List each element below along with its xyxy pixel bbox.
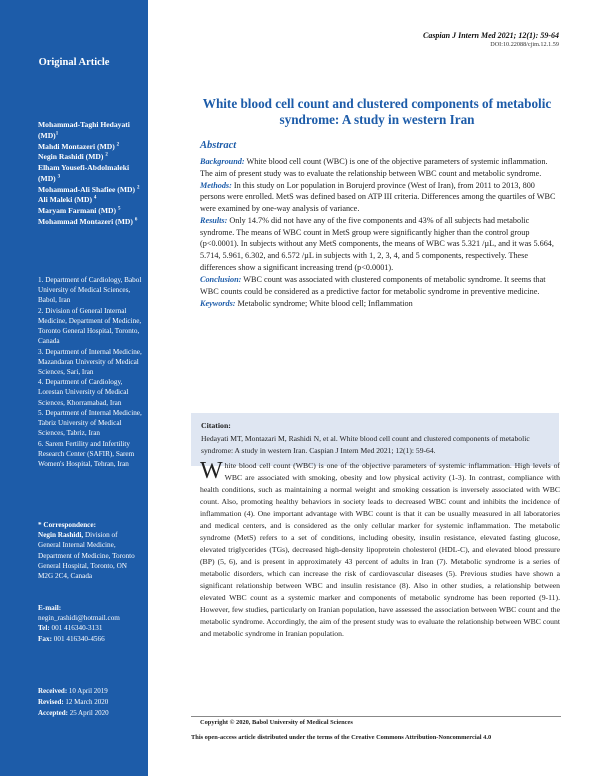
tel-value: 001 416340-3131	[51, 624, 103, 633]
affiliation-item: 5. Department of Internal Medicine, Tabriz University of Medical Sciences, Tabriz, Iran	[38, 408, 142, 438]
abstract-keywords	[200, 298, 560, 310]
journal-header	[423, 31, 559, 48]
author-item: Mohammad Montazeri (MD) $^6$	[38, 217, 138, 227]
article-type: Original Article	[38, 57, 110, 68]
article-dates	[0, 686, 148, 719]
author-item: Mohammad-Taghi Hedayati (MD)$^1$	[38, 120, 130, 140]
author-item: Negin Rashidi (MD) $^2$	[38, 152, 108, 162]
fax-value: 001 416340-4566	[53, 634, 105, 643]
affiliation-list	[0, 275, 148, 469]
section-label: Methods:	[200, 180, 232, 190]
contact-info	[0, 603, 148, 644]
revised-label: Revised:	[38, 697, 64, 706]
abstract-background	[200, 156, 560, 179]
article-title: White blood cell count and clustered components of metabolic syndrome: A study in western Iran	[202, 96, 552, 127]
section-label: Keywords:	[200, 298, 236, 308]
revised-date: 12 March 2020	[65, 697, 109, 706]
affiliation-item: 3. Department of Internal Medicine, Mazandaran University of Medical Sciences, Sari, Iran	[38, 347, 142, 376]
citation-box	[191, 413, 559, 466]
section-text: In this study on Lor population in Borujerd province (West of Iran), from 2011 to 2013, 800 persons were enrolled. MetS was defined based on ATP III criteria. Differences among the quartiles of WBC were examined by one-way analysis of variance.	[200, 180, 556, 214]
author-list	[0, 120, 148, 228]
email-link[interactable]: negin_rashidi@hotmail.com	[38, 614, 120, 623]
license-notice: This open-access article distributed under the terms of the Creative Commons Attribution-Noncommercial 4.0	[191, 734, 492, 741]
section-text: White blood cell count (WBC) is one of the objective parameters of systemic inflammation. The aim of present study was to evaluate the relationship between WBC count and metabolic syndrome.	[200, 157, 548, 178]
body-paragraph: hite blood cell count (WBC) is one of the objective parameters of systemic inflammation. High levels of WBC are associated with smoking, obesity and low physical activity (1-3). In contrast, compliance with health conditions, such as maintaining a normal weight and smoking cessation is inversely associated with WBC count. Also, promoting healthy behaviors in society leads to decreased WBC count and inhibits the incidence of inflammation (4). One important advantage with WBC count is that it can be usually measured in all laboratories and medical centers, and is considered as the only cellular marker for systemic inflammation. The metabolic syndrome (MetS) refers to a set of conditions, including obesity, insulin resistance, elevated fasting glucose, elevated triglycerides (TGs), decreased high-density lipoprotein cholesterol (HDL-C), and elevated blood pressure (BP) (5, 6), and is present in approximately 43 percent of adults in Iran (7). Metabolic syndrome is a series of metabolic disorders, which can increase the risk of cardiovascular diseases (5). Previous studies have shown a significant relationship between WBC and insulin resistance (8). Also in other studies, a relationship between elevated WBC count as a systemic marker and components of metabolic syndrome has been reported (9-11). However, few studies, particularly on Iranian population, have assessed the association between WBC count and the metabolic syndrome. Accordingly, the aim of the present study was to evaluate the relationship between WBC count and metabolic syndrome in Iranian population.	[200, 461, 560, 639]
section-label: Results:	[200, 216, 228, 226]
body-introduction	[200, 460, 560, 640]
journal-name: Caspian J Intern Med 2021; 12(1): 59-64	[422, 31, 559, 40]
abstract-conclusion	[200, 274, 560, 297]
author-item: Ali Maleki (MD) $^4$	[38, 195, 97, 205]
tel-label: Tel:	[38, 624, 50, 633]
journal-doi[interactable]: DOI:10.22088/cjim.12.1.59	[490, 41, 559, 48]
affiliation-item: 6. Sarem Fertility and Infertility Research Center (SAFIR), Sarem Women's Hospital, Tehran, Iran	[38, 439, 135, 468]
abstract-methods	[200, 180, 560, 215]
author-item: Mahdi Montazeri (MD) $^2$	[38, 141, 120, 151]
author-item: Elham Yousefi-Abdolmaleki (MD) $^3$	[38, 163, 130, 183]
drop-cap: W	[200, 458, 223, 484]
author-item: Maryam Farmani (MD) $^5$	[38, 206, 121, 216]
affiliation-item: 2. Division of General Internal Medicine, Department of Medicine, Toronto General Hospital, Toronto, Canada	[38, 306, 142, 346]
correspondence-address: Division of General Internal Medicine, Department of Medicine, Toronto General Hospital, Toronto, ON M2G 2C4, Canada	[38, 531, 135, 581]
citation-text: Hedayati MT, Montazari M, Rashidi N, et al. White blood cell count and clustered components of metabolic syndrome: A study in western Iran. Caspian J Intern Med 2021; 12(1): 59-64.	[201, 434, 530, 455]
section-text: Metabolic syndrome; White blood cell; Inflammation	[235, 298, 413, 308]
section-text: Only 14.7% did not have any of the five components and 43% of all subjects had metabolic syndrome. The means of WBC count in MetS group were significantly higher than the control group (p<0.0001). In subjects without any MetS components, the means of WBC was 5.321 /µL, and it was 5.664, 5.714, 5.961, 6.302, and 6.572 /µL in subjects with 1, 2, 3, 4, and 5 components, respectively. These differences show a significant increasing trend (p<0.0001).	[200, 216, 554, 272]
received-date: 10 April 2019	[68, 687, 108, 695]
accepted-date: 25 April 2020	[69, 708, 109, 717]
affiliation-item: 1. Department of Cardiology, Babol University of Medical Sciences, Babol, Iran	[38, 276, 142, 305]
correspondence-label: * Correspondence:	[38, 521, 96, 529]
affiliation-item: 4. Department of Cardiology, Lorestan University of Medical Sciences, Khorramabad, Iran	[38, 378, 129, 407]
accepted-label: Accepted:	[38, 708, 68, 717]
received-label: Received:	[38, 687, 68, 695]
abstract-body	[200, 156, 560, 310]
citation-label: Citation:	[201, 421, 231, 430]
sidebar	[0, 0, 148, 776]
email-label: E-mail:	[38, 604, 62, 612]
abstract-results	[200, 215, 560, 273]
correspondence-name: Negin Rashidi,	[38, 531, 84, 540]
section-label: Conclusion:	[200, 274, 242, 284]
fax-label: Fax:	[38, 634, 52, 643]
abstract-heading: Abstract	[200, 140, 237, 151]
section-label: Background:	[200, 157, 245, 166]
author-item: Mohammad-Ali Shafiee (MD) $^2$	[38, 184, 140, 194]
section-text: WBC count was associated with clustered components of metabolic syndrome. It seems that WBC counts could be considered as a predictive factor for metabolic syndrome in preventive medicine.	[200, 274, 546, 296]
copyright-notice: Copyright © 2020, Babol University of Medical Sciences	[200, 719, 353, 726]
footer-divider	[191, 716, 561, 717]
correspondence	[0, 520, 148, 581]
